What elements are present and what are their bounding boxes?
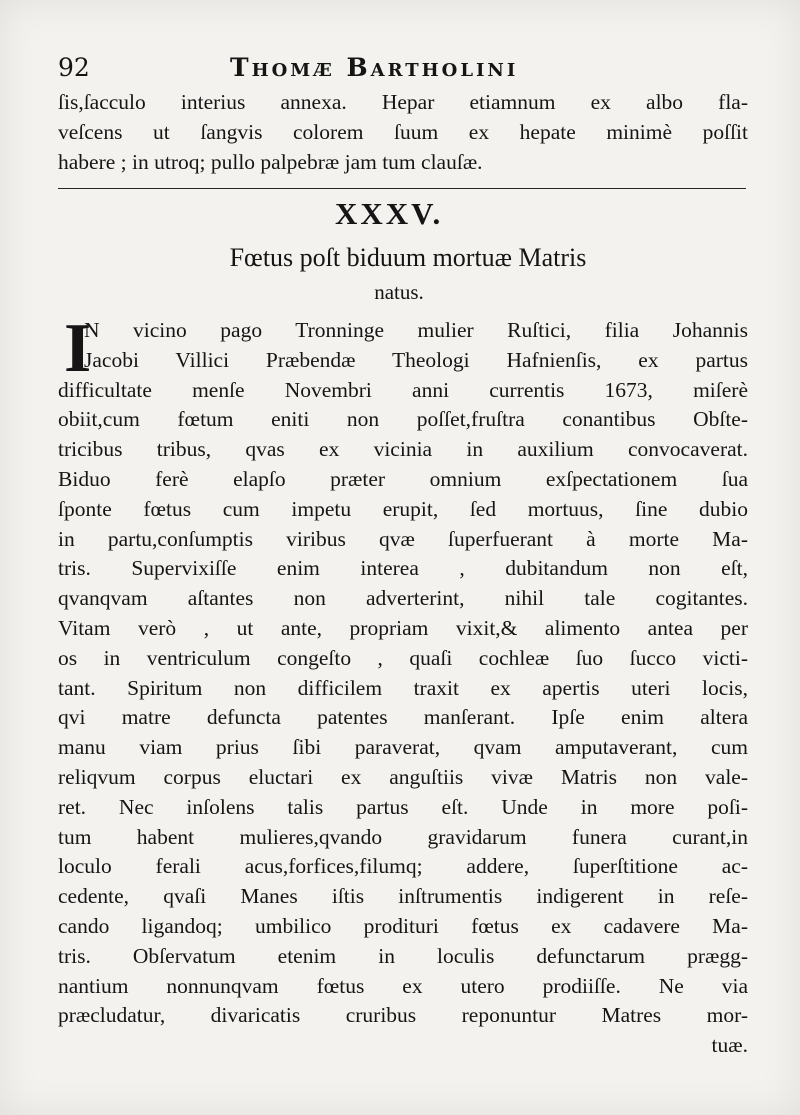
text-line: tant. Spiritum non difficilem traxit ex apertis uteri locis, xyxy=(58,675,748,700)
text-line: tris. Supervixiſſe enim interea , dubitandum non eſt, xyxy=(58,556,748,581)
text-line: cedente, qvaſi Manes iſtis inſtrumentis indigerent in reſe- xyxy=(58,884,748,909)
text-line: cando ligandoq; umbilico prodituri fœtus ex cadavere Ma- xyxy=(58,913,748,938)
text-line: Vitam verò , ut ante, propriam vixit,& alimento antea per xyxy=(58,615,748,640)
chapter-title: Fœtus poſt biduum mortuæ Matris xyxy=(229,243,587,272)
text-line: os in ventriculum congeſto , quaſi cochleæ ſuo ſucco victi- xyxy=(58,645,748,670)
text-line: N vicino pago Tronninge mulier Ruſtici, filia Johannis xyxy=(84,318,748,342)
text-line: tum habent mulieres,qvando gravidarum funera curant,in xyxy=(58,824,748,849)
text-line: reliqvum corpus eluctari ex anguſtiis vivæ Matris non vale- xyxy=(58,764,748,789)
text-line: veſcens ut ſangvis colorem ſuum ex hepate minimè poſſit xyxy=(58,119,748,144)
text-line: tuæ. xyxy=(711,1033,748,1058)
running-head xyxy=(58,48,748,88)
text-line: ſponte fœtus cum impetu erupit, ſed mortuus, ſine dubio xyxy=(58,496,748,521)
text-line: Biduo ferè elapſo præter omnium exſpectationem ſua xyxy=(58,466,748,491)
text-line: difficultate menſe Novembri anni currentis 1673, miſerè xyxy=(58,377,748,402)
text-line: præcludatur, divaricatis cruribus reponuntur Matres mor- xyxy=(58,1003,748,1028)
drop-cap: I xyxy=(64,310,92,387)
text-line: habere ; in utroq; pullo palpebræ jam tum clauſæ. xyxy=(58,149,483,174)
text-line: ret. Nec inſolens talis partus eſt. Unde in more poſi- xyxy=(58,794,748,819)
text-line: tricibus tribus, qvas ex vicinia in auxilium convocaverat. xyxy=(58,437,748,462)
page-number: 92 xyxy=(58,53,90,82)
text-line: qvi matre defuncta patentes manſerant. Ipſe enim altera xyxy=(58,705,748,730)
text-line: obiit,cum fœtum eniti non poſſet,fruſtra conantibus Obſte- xyxy=(58,407,748,432)
chapter-subtitle: natus. xyxy=(374,280,424,304)
running-title: Thomæ Bartholini xyxy=(230,53,519,82)
text-line: manu viam prius ſibi paraverat, qvam amputaverant, cum xyxy=(58,735,748,760)
text-line: in partu,conſumptis viribus qvæ ſuperfuerant à morte Ma- xyxy=(58,526,748,551)
text-line: qvanqvam aſtantes non adverterint, nihil tale cogitantes. xyxy=(58,586,748,611)
text-line: tris. Obſervatum etenim in loculis defunctarum prægg- xyxy=(58,943,748,968)
text-line: nantium nonnunqvam fœtus ex utero prodiiſſe. Ne via xyxy=(58,973,748,998)
text-line: loculo ferali acus,forfices,filumq; addere, ſuperſtitione ac- xyxy=(58,854,748,879)
main-body-text xyxy=(58,310,748,1061)
text-line: Jacobi Villici Præbendæ Theologi Hafnienſis, ex partus xyxy=(84,347,748,372)
previous-section-text xyxy=(58,88,748,177)
chapter-number: XXXV. xyxy=(335,196,444,231)
section-divider xyxy=(58,188,746,189)
text-line: ſis,ſacculo interius annexa. Hepar etiamnum ex albo fla- xyxy=(58,90,748,114)
